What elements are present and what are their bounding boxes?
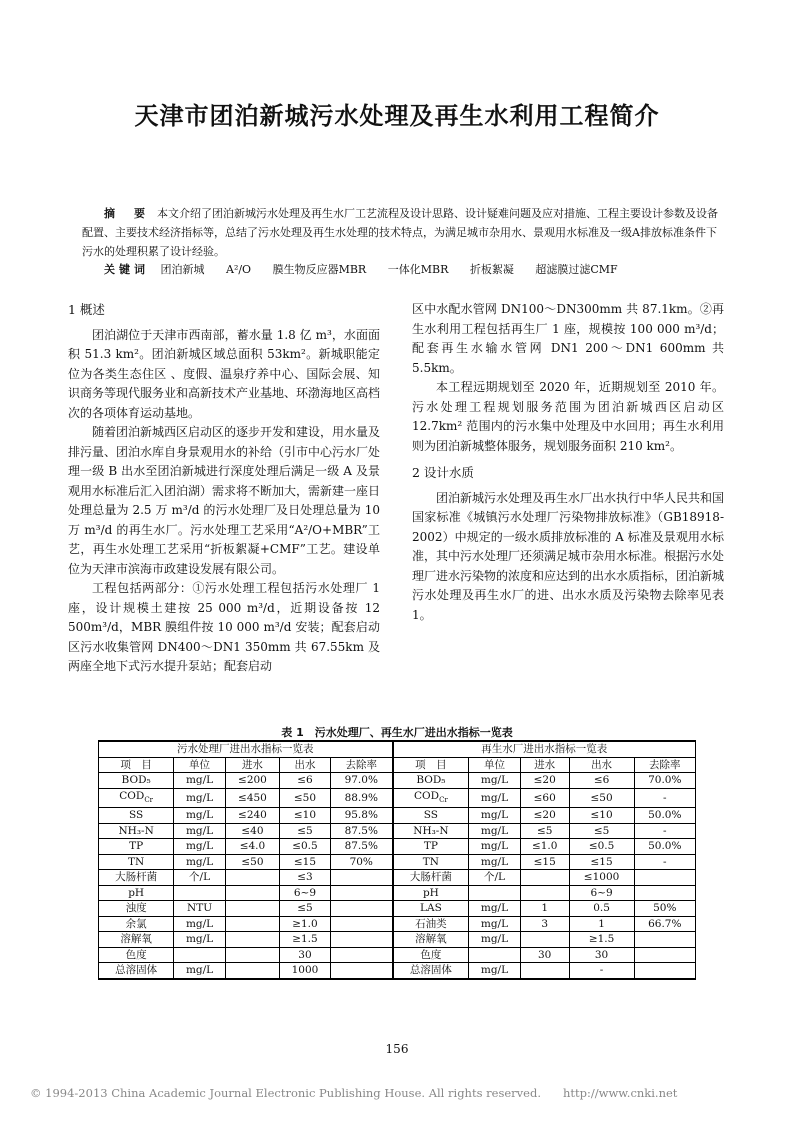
table-cell: pH [393, 885, 469, 901]
table-cell [634, 885, 695, 901]
right-column [412, 300, 724, 625]
paper-title: 天津市团泊新城污水处理及再生水利用工程简介 [134, 102, 660, 130]
table-cell: mg/L [174, 932, 226, 948]
keywords [104, 260, 744, 279]
table-row [99, 773, 696, 789]
table-cell: 大肠杆菌 [393, 870, 469, 886]
keyword: 团泊新城 [160, 263, 205, 276]
table-cell: 50% [634, 901, 695, 917]
table-cell: mg/L [174, 788, 226, 808]
table-cell: ≤40 [225, 823, 279, 839]
keyword: 折板絮凝 [469, 263, 514, 276]
table-cell: ≤450 [225, 788, 279, 808]
table-cell: ≤20 [520, 808, 569, 824]
table-cell: mg/L [469, 839, 521, 855]
table-row [99, 901, 696, 917]
table-cell: TN [393, 854, 469, 870]
table-cell: mg/L [174, 963, 226, 979]
table-cell: BOD₅ [99, 773, 174, 789]
table-cell: 95.8% [330, 808, 392, 824]
table-cell: 个/L [469, 870, 521, 886]
table-cell: mg/L [469, 788, 521, 808]
table-cell: pH [99, 885, 174, 901]
table-cell: 87.5% [330, 823, 392, 839]
table-row [99, 885, 696, 901]
table-cell: 总溶固体 [99, 963, 174, 979]
keywords-label: 关键词 [104, 263, 149, 276]
table-cell [225, 947, 279, 963]
table-cell: ≤50 [569, 788, 634, 808]
table-cell: ≤5 [280, 901, 331, 917]
table-cell: mg/L [469, 823, 521, 839]
table-cell: ≤15 [569, 854, 634, 870]
table-cell: 溶解氧 [99, 932, 174, 948]
table-caption: 表 1 污水处理厂、再生水厂进出水指标一览表 [281, 726, 513, 739]
header-unit: 单位 [174, 757, 226, 773]
table-cell [225, 901, 279, 917]
table-cell: ≤1.0 [520, 839, 569, 855]
table-cell: $COD_{Cr}$ [393, 788, 469, 808]
table-cell [330, 947, 392, 963]
header-outflow: 出水 [569, 757, 634, 773]
table-cell: SS [99, 808, 174, 824]
table-cell: ≤240 [225, 808, 279, 824]
table-cell: mg/L [469, 773, 521, 789]
table-cell: ≤200 [225, 773, 279, 789]
table-cell: mg/L [174, 916, 226, 932]
table-cell: ≤50 [225, 854, 279, 870]
table-cell: ≤1000 [569, 870, 634, 886]
table-cell: ≤5 [569, 823, 634, 839]
paragraph: 团泊湖位于天津市西南部，蓄水量 1.8 亿 m³，水面面积 51.3 km²。团泊新城区域总面积 53km²。新城职能定位为各类生态住区 、度假、温泉疗养中心、国际会展、知识商务等现代服务业和高新技术产业基地、环渤海地区高档次的各项体育运动基地。 [68, 327, 381, 420]
table-cell: - [634, 854, 695, 870]
table-cell: ≥1.5 [569, 932, 634, 948]
table-cell: ≤0.5 [569, 839, 634, 855]
footer-url[interactable]: http://www.cnki.net [562, 1086, 678, 1100]
table-cell: 70.0% [634, 773, 695, 789]
header-unit: 单位 [469, 757, 521, 773]
left-column [68, 298, 380, 677]
paragraph: 工程包括两部分：①污水处理工程包括污水处理厂 1 座，设计规模土建按 25 000 m³/d，近期设备按 12 500m³/d，MBR 膜组件按 10 000 m³/d 安装；配套启动区污水收集管网 DN400～DN1 350mm 共 67.55km 及两座全地下式污水提升泵站；配套启动 [68, 581, 380, 673]
table-cell: 色度 [99, 947, 174, 963]
table-column-header [99, 757, 696, 773]
table-cell: LAS [393, 901, 469, 917]
table-cell: ≤6 [280, 773, 331, 789]
header-item: 项 目 [393, 757, 469, 773]
table-cell: ≤0.5 [280, 839, 331, 855]
table-cell [174, 947, 226, 963]
table-cell [634, 932, 695, 948]
table-cell: ≤50 [280, 788, 331, 808]
table-cell [330, 885, 392, 901]
table-cell: 70% [330, 854, 392, 870]
table-cell: - [569, 963, 634, 979]
table-cell [225, 963, 279, 979]
table-cell: ≤20 [520, 773, 569, 789]
header-removal: 去除率 [634, 757, 695, 773]
table-cell [225, 916, 279, 932]
paragraph: 随着团泊新城西区启动区的逐步开发和建设，用水量及排污量、团泊水库自身景观用水的补给（引市中心污水厂处理一级 B 出水至团泊新城进行深度处理后满足一级 A 及景观用水标准后汇入团泊湖）需求将不断加大，需新建一座日处理总量为 2.5 万 m³/d 的污水处理厂及日处理总量为 10 万 m³/d 的再生水厂。污水处理工艺采用“A²/O+MBR”工艺，再生水处理工艺采用“折板絮凝+CMF”工艺。建设单位为天津市滨海市政建设发展有限公司。 [68, 425, 381, 576]
table-cell: NH₃-N [99, 823, 174, 839]
table-cell: ≤15 [280, 854, 331, 870]
table-cell: mg/L [469, 901, 521, 917]
table-cell: 97.0% [330, 773, 392, 789]
table-row [99, 839, 696, 855]
table-cell: 50.0% [634, 839, 695, 855]
table-cell: mg/L [174, 808, 226, 824]
table-cell: NH₃-N [393, 823, 469, 839]
table-cell [330, 901, 392, 917]
header-inflow: 进水 [520, 757, 569, 773]
table-cell: 溶解氧 [393, 932, 469, 948]
table-cell: 30 [280, 947, 331, 963]
water-quality-table [98, 740, 696, 980]
table-cell: ≥1.0 [280, 916, 331, 932]
table-cell: TP [393, 839, 469, 855]
table-cell: mg/L [469, 808, 521, 824]
table-cell: 石油类 [393, 916, 469, 932]
table-cell: 0.5 [569, 901, 634, 917]
table-row [99, 870, 696, 886]
table-cell: ≤5 [520, 823, 569, 839]
abstract-label: 摘 要 [104, 207, 149, 220]
paragraph: 团泊新城污水处理及再生水厂出水执行中华人民共和国国家标准《城镇污水处理厂污染物排放标准》（GB18918-2002）中规定的一级水质排放标准的 A 标准及景观用水标准，其中污水处理厂还须满足城市杂用水标准。根据污水处理厂进水污染物的浓度和应达到的出水水质指标，团泊新城污水处理及再生水厂的进、出水水质及污染物去除率见表 1。 [412, 490, 725, 622]
table-cell: ≤60 [520, 788, 569, 808]
table-group-left: 污水处理厂进出水指标一览表 [99, 741, 393, 757]
table-cell: 87.5% [330, 839, 392, 855]
table-row [99, 854, 696, 870]
table-cell: - [634, 788, 695, 808]
table-cell [520, 870, 569, 886]
table-cell [225, 885, 279, 901]
abstract [82, 204, 722, 261]
abstract-text: 本文介绍了团泊新城污水处理及再生水厂工艺流程及设计思路、设计疑难问题及应对措施、工程主要设计参数及设备配置、主要技术经济指标等，总结了污水处理及再生水处理的技术特点，为满足城市杂用水、景观用水标准及一级A排放标准条件下污水的处理积累了设计经验。 [82, 207, 718, 258]
table-cell: 3 [520, 916, 569, 932]
table-cell [634, 963, 695, 979]
table-cell: ≥1.5 [280, 932, 331, 948]
table-cell [634, 870, 695, 886]
table-cell: mg/L [469, 854, 521, 870]
table-cell: SS [393, 808, 469, 824]
table-row [99, 947, 696, 963]
table-cell: BOD₅ [393, 773, 469, 789]
table-cell: 30 [520, 947, 569, 963]
table-cell: TN [99, 854, 174, 870]
table-cell [174, 885, 226, 901]
table-cell [520, 885, 569, 901]
table-cell: 1000 [280, 963, 331, 979]
table-cell [225, 870, 279, 886]
paragraph: 本工程远期规划至 2020 年，近期规划至 2010 年。污水处理工程规划服务范围为团泊新城西区启动区 12.7km² 范围内的污水集中处理及中水回用；再生水利用则为团泊新城整体服务，规划服务面积 210 km²。 [412, 380, 724, 453]
table-cell [330, 963, 392, 979]
table-cell: 总溶固体 [393, 963, 469, 979]
keyword: 一体化MBR [387, 263, 449, 276]
table-cell [520, 932, 569, 948]
header-removal: 去除率 [330, 757, 392, 773]
header-outflow: 出水 [280, 757, 331, 773]
table-cell: 50.0% [634, 808, 695, 824]
table-cell: ≤3 [280, 870, 331, 886]
table-cell: 浊度 [99, 901, 174, 917]
header-inflow: 进水 [225, 757, 279, 773]
table-cell: 30 [569, 947, 634, 963]
table-row [99, 808, 696, 824]
table-row [99, 963, 696, 979]
keyword: A²/O [226, 263, 252, 276]
table-cell: 1 [520, 901, 569, 917]
table-cell: ≤4.0 [225, 839, 279, 855]
table-cell: NTU [174, 901, 226, 917]
keyword: 超滤膜过滤CMF [535, 263, 618, 276]
table-cell: 1 [569, 916, 634, 932]
table-cell: 88.9% [330, 788, 392, 808]
table-cell: ≤15 [520, 854, 569, 870]
table-cell: 色度 [393, 947, 469, 963]
table-cell [520, 963, 569, 979]
paragraph: 区中水配水管网 DN100～DN300mm 共 87.1km。②再生水利用工程包括再生厂 1 座，规模按 100 000 m³/d；配套再生水输水管网 DN1 200～DN1 600mm 共 5.5km。 [412, 302, 724, 375]
table-cell: ≤10 [280, 808, 331, 824]
header-item: 项 目 [99, 757, 174, 773]
table-group-right: 再生水厂进出水指标一览表 [393, 741, 696, 757]
table-cell [330, 932, 392, 948]
table-cell: mg/L [174, 823, 226, 839]
table-group-header [99, 741, 696, 757]
table-cell: 66.7% [634, 916, 695, 932]
table-row [99, 932, 696, 948]
table-cell: 个/L [174, 870, 226, 886]
table-cell [330, 916, 392, 932]
table-cell: mg/L [174, 839, 226, 855]
table-row [99, 823, 696, 839]
table-cell: ≤5 [280, 823, 331, 839]
table-cell: mg/L [469, 963, 521, 979]
table-cell: mg/L [469, 932, 521, 948]
table-cell [225, 932, 279, 948]
table-cell [634, 947, 695, 963]
table-cell: mg/L [174, 854, 226, 870]
table-cell: ≤10 [569, 808, 634, 824]
copyright-notice: © 1994-2013 China Academic Journal Electronic Publishing House. All rights reserved. [30, 1086, 541, 1100]
section-heading: 1 概述 [68, 302, 105, 317]
table-cell: 余氯 [99, 916, 174, 932]
table-cell: $COD_{Cr}$ [99, 788, 174, 808]
table-cell: mg/L [174, 773, 226, 789]
table-cell [469, 885, 521, 901]
table-cell: ≤6 [569, 773, 634, 789]
keyword: 膜生物反应器MBR [272, 263, 367, 276]
footer [30, 1086, 677, 1100]
table-row [99, 916, 696, 932]
table-cell: mg/L [469, 916, 521, 932]
section-heading: 2 设计水质 [412, 465, 474, 480]
table-cell: 大肠杆菌 [99, 870, 174, 886]
table-cell: TP [99, 839, 174, 855]
table-cell [469, 947, 521, 963]
table-row [99, 788, 696, 808]
table-cell: - [634, 823, 695, 839]
table-cell: 6~9 [280, 885, 331, 901]
page-number: 156 [385, 1042, 409, 1056]
table-cell: 6~9 [569, 885, 634, 901]
table-cell [330, 870, 392, 886]
